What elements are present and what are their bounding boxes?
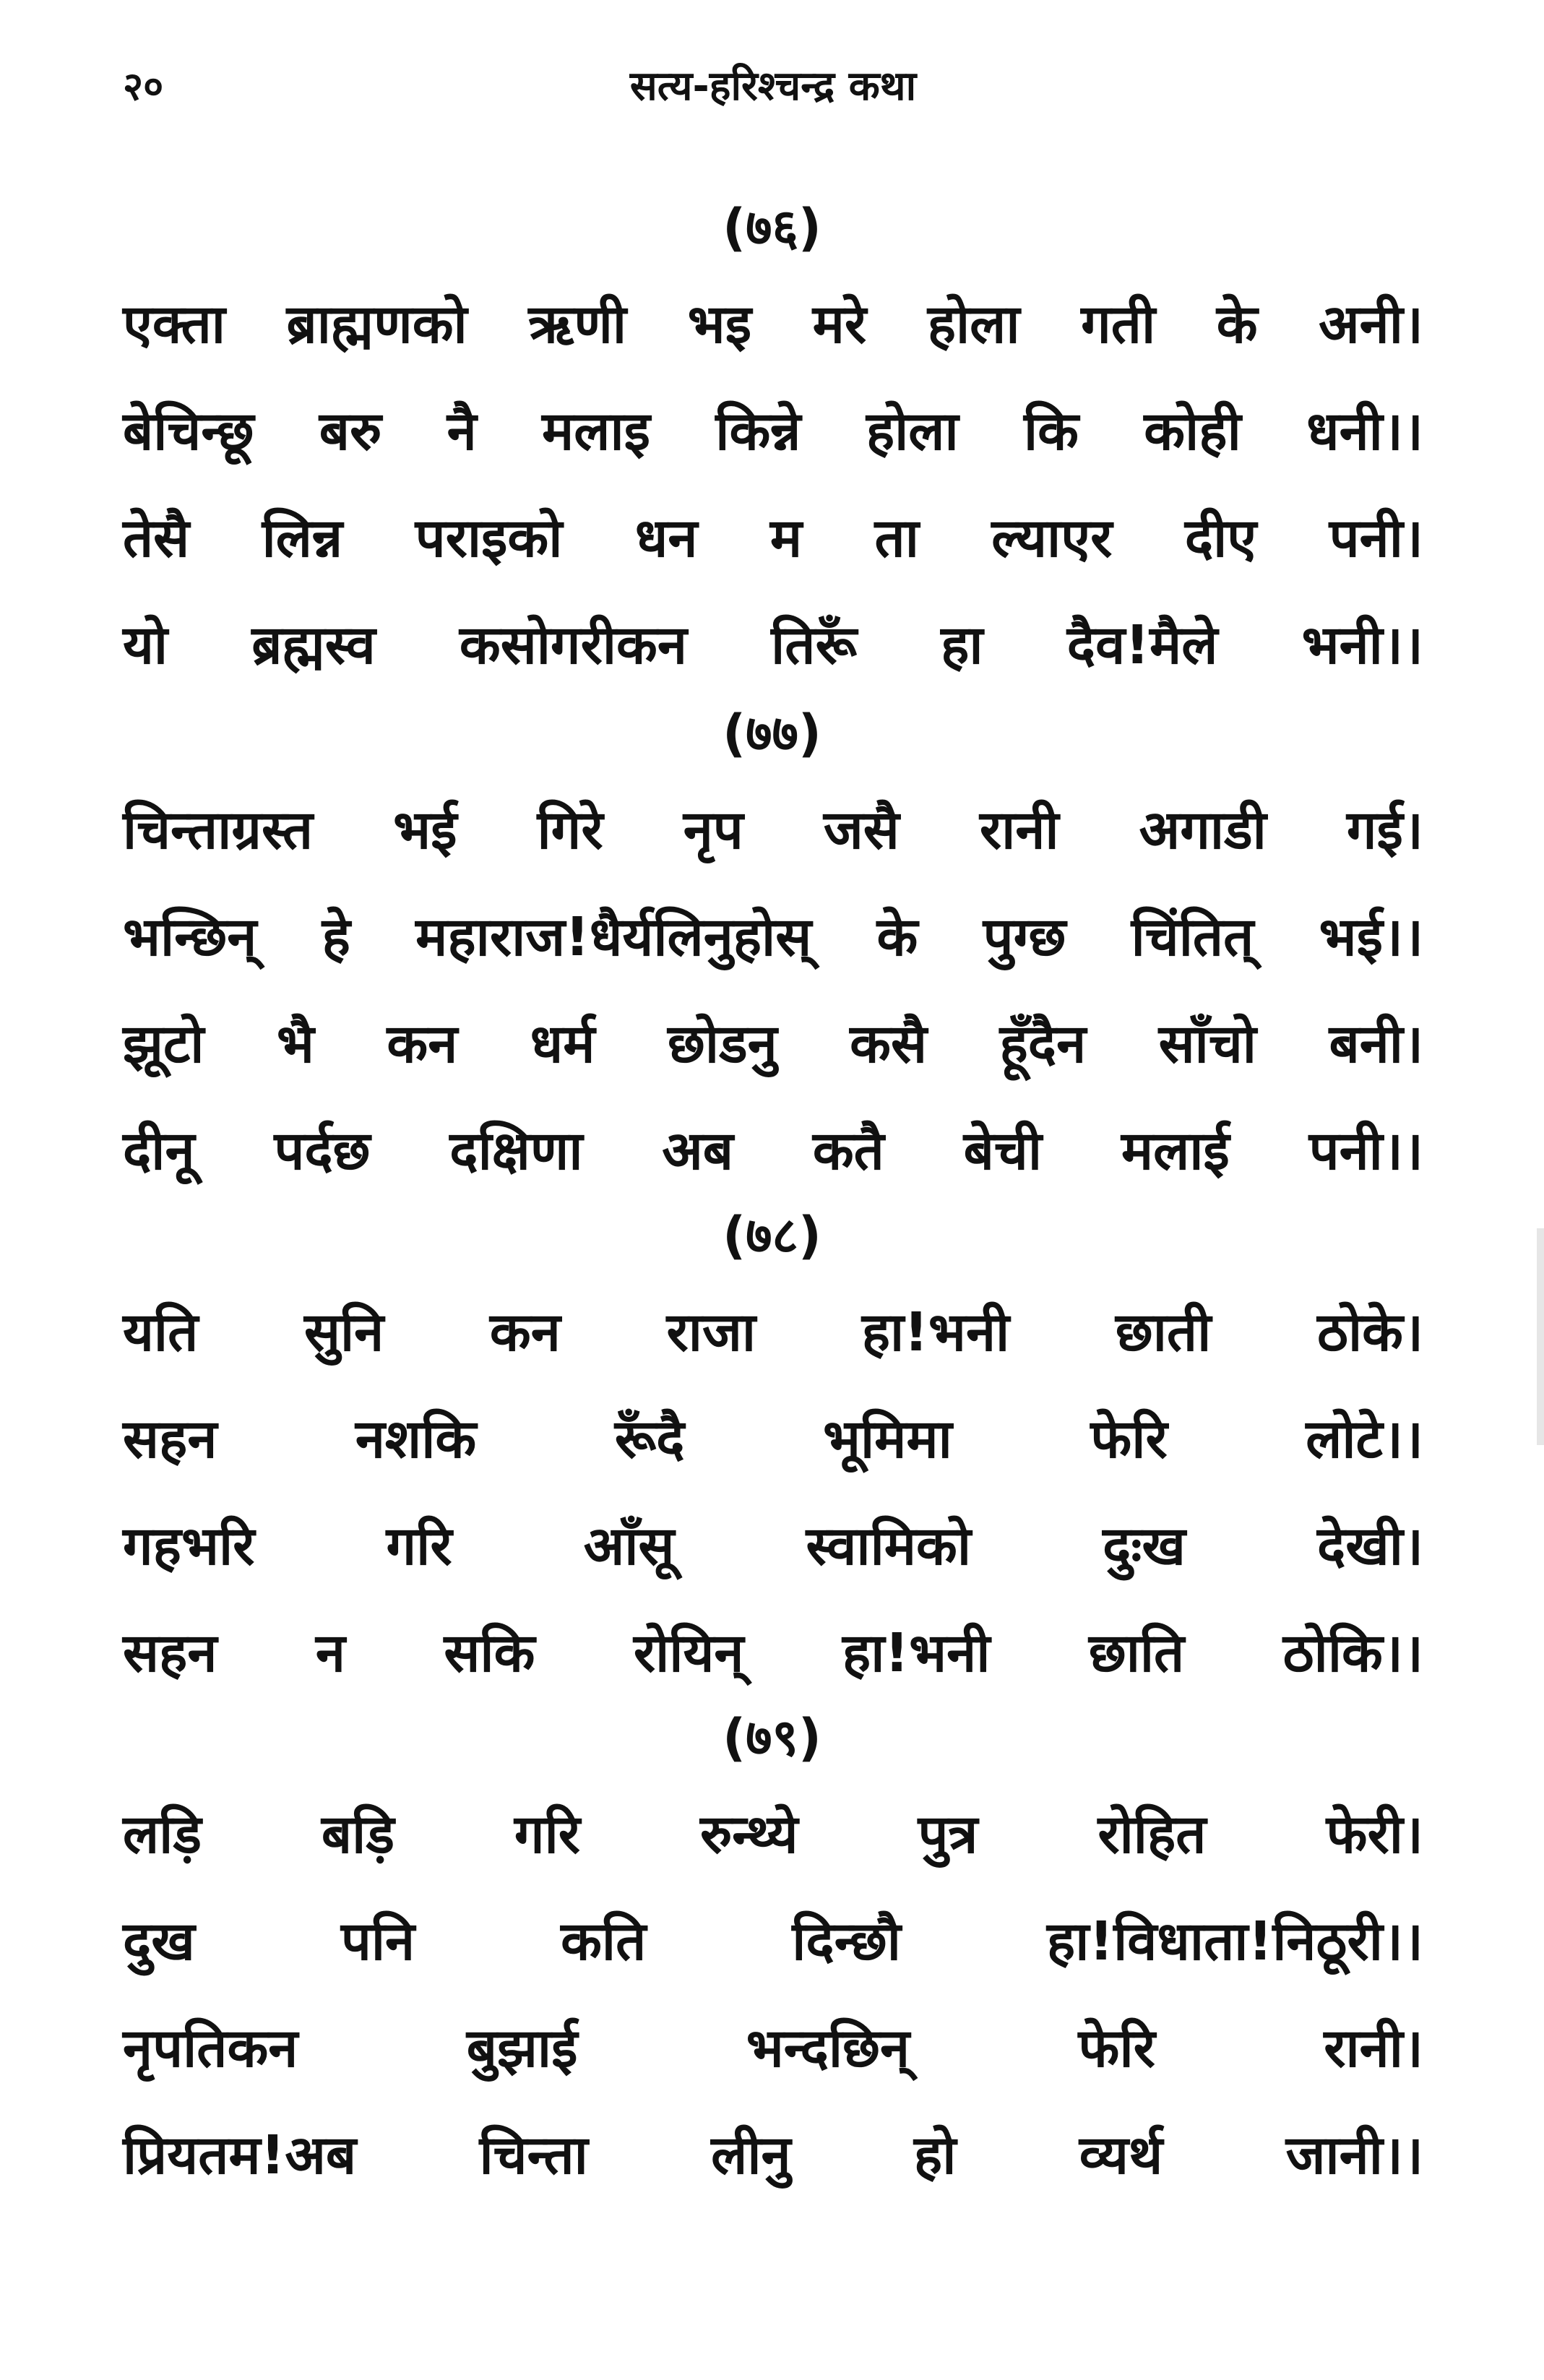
verse-word: लीनु: [711, 2124, 791, 2186]
verse-word: के: [1216, 293, 1258, 355]
verse-word: दीए: [1184, 506, 1257, 569]
verse-word: अगाडी: [1139, 798, 1267, 861]
verse-line: [123, 1105, 1423, 1191]
verse-word: कन: [387, 1012, 458, 1075]
verse-word: हो: [913, 2124, 957, 2186]
verse-line: [123, 1607, 1423, 1694]
verse-word: गिरे: [537, 798, 603, 861]
verse-word: मरे: [812, 293, 867, 355]
verse-word: धनी।।: [1306, 400, 1423, 462]
verse-word: भन्दछिन्: [746, 2017, 910, 2079]
verse-word: किन्ने: [715, 400, 801, 462]
verse-word: पनी।।: [1308, 1119, 1423, 1182]
verse-word: ल्याएर: [991, 506, 1113, 569]
verse-word: कि: [1023, 400, 1079, 462]
verse-word: म: [769, 506, 803, 569]
page-edge-shadow: [1537, 1228, 1544, 1445]
verse-line: [123, 1393, 1423, 1480]
verse-word: राजा: [666, 1301, 756, 1363]
verse-line: [123, 1788, 1423, 1875]
verse-word: गई।: [1346, 798, 1423, 861]
verse-word: लोटे।।: [1306, 1407, 1423, 1470]
verse-word: पर्दछ: [274, 1119, 371, 1182]
verse-word: रूँदै: [614, 1407, 685, 1470]
verse-word: होला: [866, 400, 959, 462]
verse-number: (७८): [723, 1206, 821, 1265]
verse-word: भनी।।: [1301, 613, 1423, 676]
verse-word: भै: [276, 1012, 314, 1075]
verse-word: भन्छिन्: [123, 905, 257, 968]
verse-word: गती: [1081, 293, 1156, 355]
verse-line: [123, 1286, 1423, 1373]
verse-word: सहन: [123, 1407, 217, 1470]
verse-word: साँचो: [1158, 1012, 1256, 1075]
verse-word: मलाई: [1121, 1119, 1230, 1182]
verse-line: [123, 2109, 1423, 2196]
verse-word: आँसू: [583, 1514, 675, 1577]
verse-word: पनी।: [1329, 506, 1423, 569]
verse-word: बुझाई: [466, 2017, 578, 2079]
verse-line: [123, 1500, 1423, 1587]
verse-word: तेसै: [123, 506, 190, 569]
verse-line: [123, 599, 1423, 686]
verse-word: भूमिमा: [822, 1407, 952, 1470]
verse-word: बड़ि: [321, 1803, 394, 1866]
verse-word: रानी।: [1324, 2017, 1423, 2079]
verse-word: झूटो: [123, 1012, 204, 1075]
verse-word: फेरि: [1090, 1407, 1168, 1470]
verse-word: पुग्छ: [983, 905, 1066, 968]
verse-word: स्वामिको: [806, 1514, 971, 1577]
verse-word: हा!भनी: [842, 1621, 991, 1684]
verse-word: तिरूँ: [771, 613, 857, 676]
verse-word: धर्म: [530, 1012, 595, 1075]
verse-word: नृप: [683, 798, 743, 861]
verse-word: हूँदैन: [999, 1012, 1087, 1075]
verse-word: दिन्छौ: [792, 1910, 901, 1972]
verse-word: होला: [927, 293, 1020, 355]
verse-word: लिन्न: [262, 506, 343, 569]
verse-word: धन: [634, 506, 698, 569]
verse-word: दुःख: [1103, 1514, 1186, 1577]
verse-word: गरि: [514, 1803, 581, 1866]
verse-word: प्रियतम!अब: [123, 2124, 357, 2186]
verse-word: ठोके।: [1316, 1301, 1423, 1363]
verse-line: [123, 891, 1423, 978]
verse-word: सुनि: [303, 1301, 384, 1363]
verse-word: कसै: [850, 1012, 928, 1075]
verse-word: हा!विधाता!निठूरी।।: [1046, 1910, 1423, 1972]
verse-word: फेरि: [1078, 2017, 1155, 2079]
verse-number: (७६): [723, 198, 821, 257]
verse-word: कसोगरीकन: [459, 613, 687, 676]
verse-word: जानी।।: [1285, 2124, 1423, 2186]
verse-word: दुख: [123, 1910, 195, 1972]
verse-word: न: [315, 1621, 345, 1684]
verse-word: बेची: [963, 1119, 1043, 1182]
verse-word: छोडनु: [667, 1012, 777, 1075]
verse-word: भई।।: [1319, 905, 1423, 968]
verse-word: अनी।: [1319, 293, 1423, 355]
verse-word: पुत्र: [918, 1803, 978, 1866]
verse-word: यो: [123, 613, 168, 676]
verse-word: चिंतित्: [1131, 905, 1254, 968]
verse-word: कतै: [812, 1119, 884, 1182]
verse-word: ब्रह्मस्व: [251, 613, 376, 676]
verse-word: जसै: [823, 798, 900, 861]
verse-word: दैव!मैले: [1066, 613, 1218, 676]
verse-word: कन: [489, 1301, 561, 1363]
page-number: २०: [123, 64, 164, 109]
verse-word: यति: [123, 1301, 199, 1363]
verse-word: पनि: [340, 1910, 415, 1972]
verse-word: ठोकि।।: [1282, 1621, 1423, 1684]
verse-line: [123, 278, 1423, 365]
verse-word: बनी।: [1329, 1012, 1423, 1075]
verse-word: बरु: [319, 400, 382, 462]
verse-word: लड़ि: [123, 1803, 202, 1866]
verse-word: मलाइ: [542, 400, 650, 462]
verse-word: नशकि: [355, 1407, 477, 1470]
verse-word: रोयिन्: [633, 1621, 744, 1684]
verse-word: छाति: [1088, 1621, 1185, 1684]
verse-line: [123, 385, 1423, 472]
verse-word: ता: [874, 506, 919, 569]
verse-word: महाराज!धैर्यलिनुहोस्: [415, 905, 812, 968]
verse-line: [123, 1895, 1423, 1982]
verse-word: दक्षिणा: [449, 1119, 583, 1182]
verse-word: दीनू: [123, 1119, 195, 1182]
verse-word: गरि: [386, 1514, 452, 1577]
verse-word: रोहित: [1097, 1803, 1207, 1866]
verse-word: नृपतिकन: [123, 2017, 298, 2079]
verse-word: ब्राह्मणको: [286, 293, 467, 355]
verse-word: भइ: [687, 293, 752, 355]
verse-word: रुन्थ्ये: [700, 1803, 798, 1866]
verse-word: सकि: [444, 1621, 535, 1684]
verse-number: (७९): [723, 1708, 821, 1767]
verse-word: बेचिन्छू: [123, 400, 254, 462]
verse-word: हा!भनी: [861, 1301, 1010, 1363]
verse-word: फेरी।: [1326, 1803, 1423, 1866]
verse-line: [123, 492, 1423, 579]
page-header: [123, 54, 1423, 119]
verse-word: चिन्ता: [479, 2124, 588, 2186]
running-title: सत्य-हरिश्चन्द्र कथा: [629, 63, 917, 110]
verse-word: कति: [561, 1910, 647, 1972]
verse-word: एक्ता: [123, 293, 225, 355]
verse-line: [123, 784, 1423, 871]
verse-word: देखी।: [1316, 1514, 1423, 1577]
verse-word: अब: [662, 1119, 734, 1182]
verse-word: व्यर्थ: [1079, 2124, 1163, 2186]
verse-word: नै: [447, 400, 477, 462]
verse-word: रानी: [979, 798, 1059, 861]
verse-number: (७७): [723, 704, 821, 763]
verse-line: [123, 998, 1423, 1085]
verse-word: सहन: [123, 1621, 217, 1684]
verse-word: छाती: [1115, 1301, 1212, 1363]
verse-word: चिन्ताग्रस्त: [123, 798, 313, 861]
verse-line: [123, 2002, 1423, 2089]
verse-word: पराइको: [415, 506, 563, 569]
verse-word: के: [876, 905, 918, 968]
verse-word: गहभरि: [123, 1514, 255, 1577]
verse-word: हा: [941, 613, 983, 676]
verse-word: कोही: [1144, 400, 1241, 462]
verse-word: भई: [393, 798, 457, 861]
verse-word: हे: [322, 905, 350, 968]
verse-word: ऋणी: [528, 293, 627, 355]
